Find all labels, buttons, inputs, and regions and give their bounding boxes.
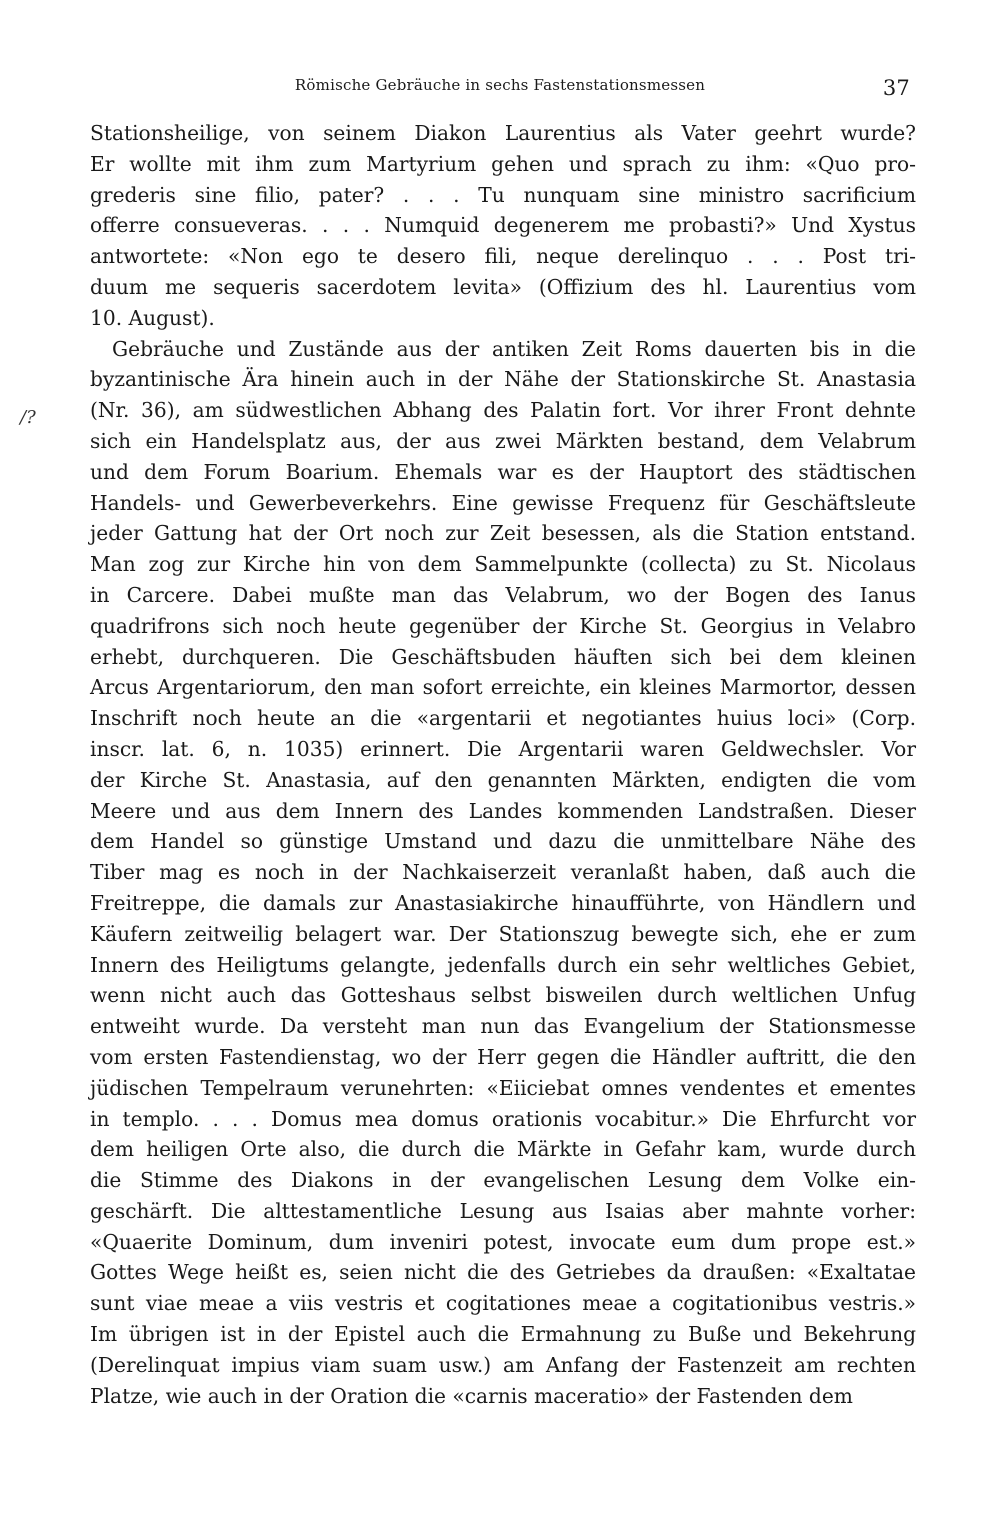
text-line: inscr. lat. 6, n. 1035) erinnert. Die Argentarii waren Geldwechsler. Vor xyxy=(90,736,916,761)
text-line: (Nr. 36), am südwestlichen Abhang des Palatin fort. Vor ihrer Front dehnte xyxy=(90,398,916,423)
text-line: «Quaerite Dominum, dum inveniri potest, invocate eum dum prope est.» xyxy=(90,1229,916,1254)
text-line: Arcus Argentariorum, den man sofort erreichte, ein kleines Marmortor, dessen xyxy=(90,675,916,700)
page-number: 37 xyxy=(882,76,910,100)
text-line: geschärft. Die alttestamentliche Lesung aus Isaias aber mahnte vorher: xyxy=(90,1198,916,1223)
text-line: Stationsheilige, von seinem Diakon Laurentius als Vater geehrt wurde? xyxy=(90,121,916,145)
text-line: Handels- und Gewerbeverkehrs. Eine gewisse Frequenz für Geschäftsleute xyxy=(90,490,916,515)
text-line: wenn nicht auch das Gotteshaus selbst bisweilen durch weltlichen Unfug xyxy=(90,983,916,1008)
text-line: entweiht wurde. Da versteht man nun das Evangelium der Stationsmesse xyxy=(90,1014,916,1039)
text-line: die Stimme des Diakons in der evangelischen Lesung dem Volke ein- xyxy=(90,1168,916,1193)
text-line: jeder Gattung hat der Ort noch zur Zeit besessen, als die Station entstand. xyxy=(90,521,916,546)
text-line: grederis sine filio, pater? . . . Tu nunquam sine ministro sacrificium xyxy=(90,182,916,207)
text-line: jüdischen Tempelraum verunehrten: «Eiiciebat omnes vendentes et ementes xyxy=(90,1075,916,1100)
body-text xyxy=(90,118,916,1411)
text-line: Platze, wie auch in der Oration die «carnis maceratio» der Fastenden dem xyxy=(90,1383,853,1408)
text-line: vom ersten Fastendienstag, wo der Herr gegen die Händler auftritt, die den xyxy=(90,1044,916,1069)
text-line: Innern des Heiligtums gelangte, jedenfalls durch ein sehr weltliches Gebiet, xyxy=(90,952,916,977)
text-line: Er wollte mit ihm zum Martyrium gehen und sprach zu ihm: «Quo pro- xyxy=(90,151,916,176)
text-line: Freitreppe, die damals zur Anastasiakirche hinaufführte, von Händlern und xyxy=(90,890,916,915)
text-line: der Kirche St. Anastasia, auf den genannten Märkten, endigten die vom xyxy=(90,767,916,792)
text-line: offerre consueveras. . . . Numquid degenerem me probasti?» Und Xystus xyxy=(90,213,916,238)
text-line: dem heiligen Orte also, die durch die Märkte in Gefahr kam, wurde durch xyxy=(90,1137,916,1162)
text-line: (Derelinquat impius viam suam usw.) am Anfang der Fastenzeit am rechten xyxy=(90,1352,916,1377)
text-line: in templo. . . . Domus mea domus orationis vocabitur.» Die Ehrfurcht vor xyxy=(90,1106,916,1131)
running-title: Römische Gebräuche in sechs Fastenstationsmessen xyxy=(294,76,706,94)
paragraph xyxy=(90,334,916,1412)
text-line: Inschrift noch heute an die «argentarii et negotiantes huius loci» (Corp. xyxy=(90,706,916,731)
text-line: Gebräuche und Zustände aus der antiken Zeit Roms dauerten bis in die xyxy=(112,336,916,361)
running-head xyxy=(90,76,910,100)
text-line: antwortete: «Non ego te desero fili, neque derelinquo . . . Post tri- xyxy=(90,244,916,269)
text-line: Tiber mag es noch in der Nachkaiserzeit veranlaßt haben, daß auch die xyxy=(90,860,916,885)
text-line: Käufern zeitweilig belagert war. Der Stationszug bewegte sich, ehe er zum xyxy=(90,921,916,946)
text-line: erhebt, durchqueren. Die Geschäftsbuden häuften sich bei dem kleinen xyxy=(90,644,916,669)
text-line: byzantinische Ära hinein auch in der Nähe der Stationskirche St. Anastasia xyxy=(90,367,916,392)
text-line: in Carcere. Dabei mußte man das Velabrum, wo der Bogen des Ianus xyxy=(90,582,916,607)
margin-annotation: /? xyxy=(20,407,36,428)
paragraph xyxy=(90,118,916,334)
text-line: Man zog zur Kirche hin von dem Sammelpunkte (collecta) zu St. Nicolaus xyxy=(90,552,916,577)
text-line: dem Handel so günstige Umstand und dazu die unmittelbare Nähe des xyxy=(90,829,916,854)
text-line: Meere und aus dem Innern des Landes kommenden Landstraßen. Dieser xyxy=(90,798,916,823)
text-line: sunt viae meae a viis vestris et cogitationes meae a cogitationibus vestris.» xyxy=(90,1291,916,1316)
text-line: quadrifrons sich noch heute gegenüber der Kirche St. Georgius in Velabro xyxy=(90,613,916,638)
text-line: duum me sequeris sacerdotem levita» (Offizium des hl. Laurentius vom xyxy=(90,274,916,299)
text-line: Gottes Wege heißt es, seien nicht die des Getriebes da draußen: «Exaltatae xyxy=(90,1260,916,1285)
text-line: sich ein Handelsplatz aus, der aus zwei Märkten bestand, dem Velabrum xyxy=(90,428,916,453)
text-line: 10. August). xyxy=(90,305,215,330)
text-line: und dem Forum Boarium. Ehemals war es der Hauptort des städtischen xyxy=(90,459,916,484)
text-line: Im übrigen ist in der Epistel auch die Ermahnung zu Buße und Bekehrung xyxy=(90,1322,916,1347)
